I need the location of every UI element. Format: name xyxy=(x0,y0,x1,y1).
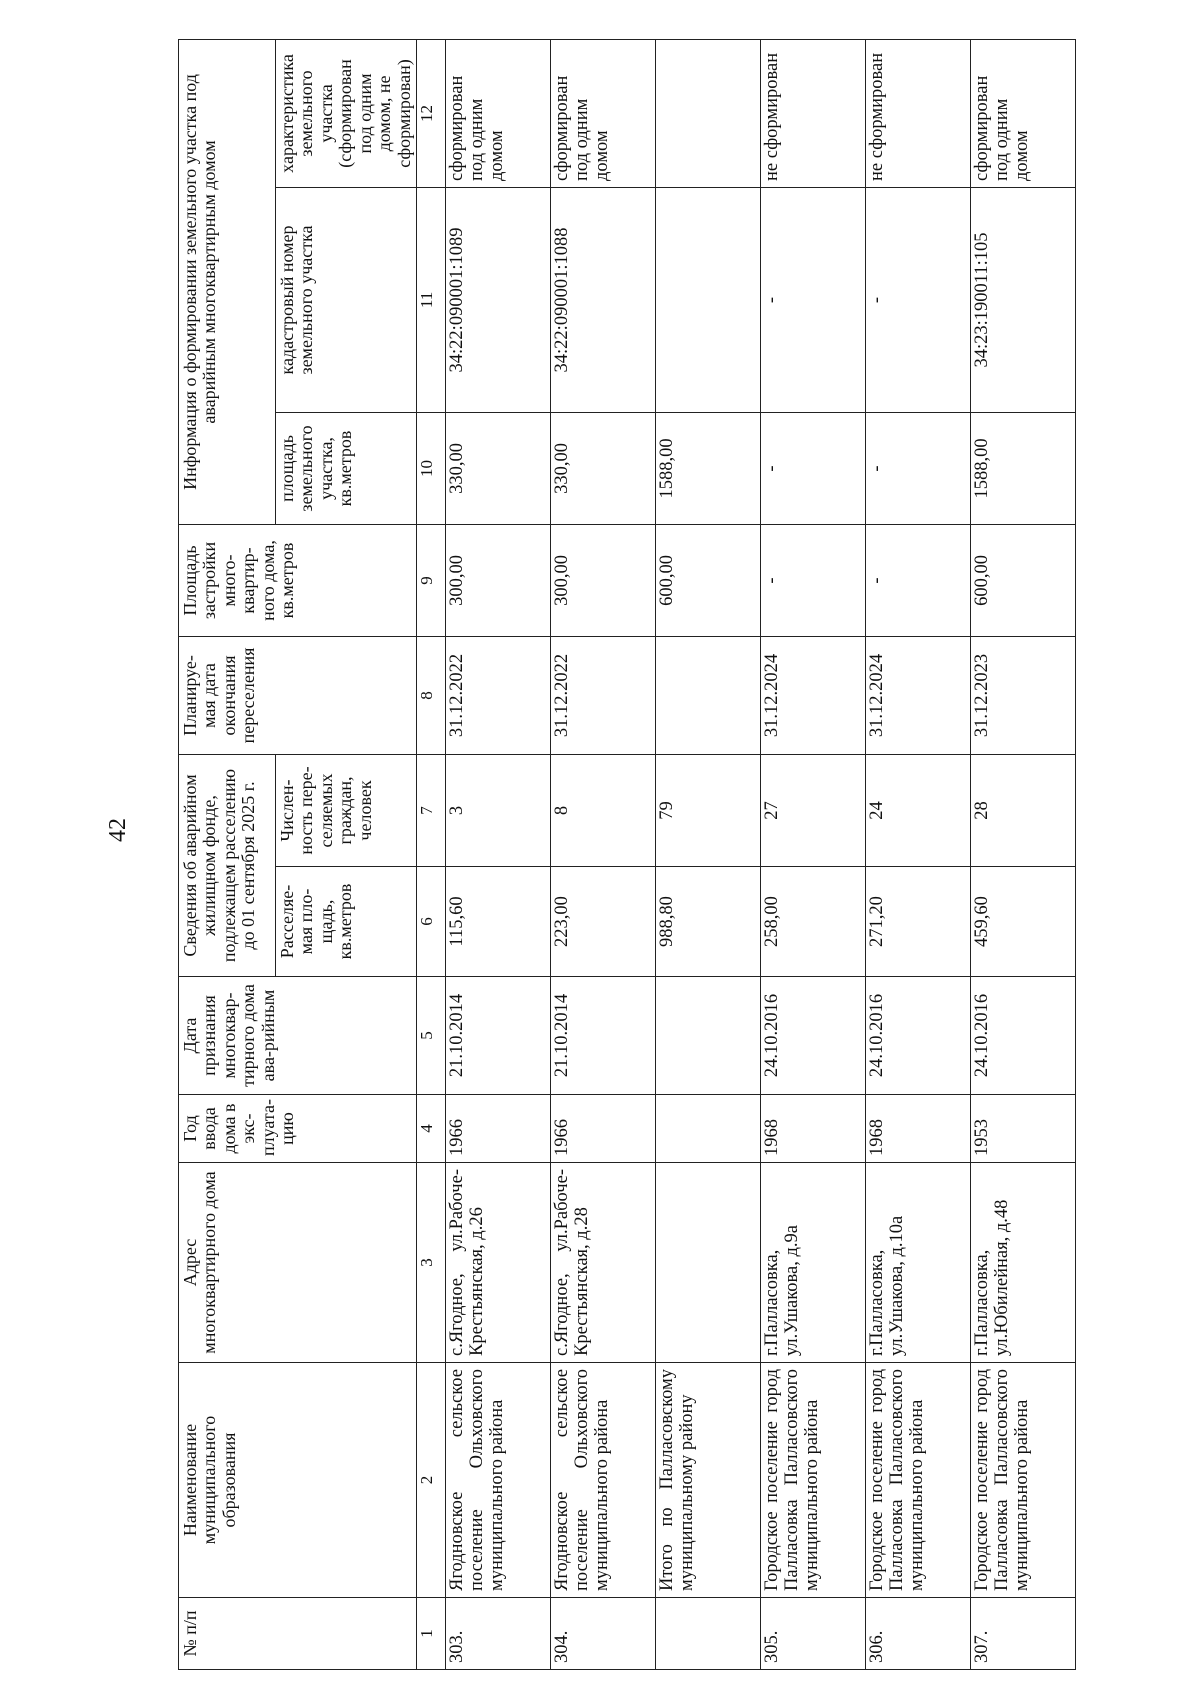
land-area: 330,00 xyxy=(446,412,551,524)
header-col-10: площадь земельного участка, кв.метров xyxy=(276,412,417,524)
cadastral-number: 34:23:190011:105 xyxy=(971,187,1076,412)
commission-year: 1966 xyxy=(446,1095,551,1163)
emergency-date: 24.10.2016 xyxy=(971,977,1076,1095)
planned-end-date: 31.12.2023 xyxy=(971,636,1076,754)
table-body xyxy=(446,39,1076,1669)
cadastral-number xyxy=(656,187,761,412)
colnum: 9 xyxy=(417,524,446,636)
resettled-area: 459,60 xyxy=(971,867,1076,977)
house-address: с.Ягодное, ул.Рабоче-Крестьянская, д.28 xyxy=(551,1163,656,1363)
municipality-name: Итого по Палласовскому муниципальному району xyxy=(656,1363,761,1598)
header-col-3: Адрес многоквартирного дома xyxy=(179,1163,417,1363)
building-area: 300,00 xyxy=(446,524,551,636)
header-col-9: Площадь застройки много-квартир-ного дома, кв.метров xyxy=(179,524,417,636)
commission-year: 1966 xyxy=(551,1095,656,1163)
land-area: 1588,00 xyxy=(971,412,1076,524)
resettled-people: 24 xyxy=(866,754,971,866)
header-group-6-7: Сведения об аварийном жилищном фонде, подлежащем расселению до 01 сентября 2025 г. xyxy=(179,754,276,976)
colnum: 4 xyxy=(417,1095,446,1163)
municipality-name: Ягодновское сельское поселение Ольховского муниципального района xyxy=(551,1363,656,1598)
land-characteristic: сформирован под одним домом xyxy=(971,39,1076,187)
colnum: 3 xyxy=(417,1163,446,1363)
resettled-people: 3 xyxy=(446,754,551,866)
colnum: 6 xyxy=(417,867,446,977)
resettled-people: 28 xyxy=(971,754,1076,866)
colnum: 5 xyxy=(417,977,446,1095)
row-number: 303. xyxy=(446,1598,551,1670)
row-number: 307. xyxy=(971,1598,1076,1670)
header-col-12: характеристика земельного участка (сформирован под одним домом, не сформирован) xyxy=(276,39,417,187)
resettled-area: 258,00 xyxy=(761,867,866,977)
land-area: 330,00 xyxy=(551,412,656,524)
table-row xyxy=(971,39,1076,1669)
land-characteristic: сформирован под одним домом xyxy=(446,39,551,187)
building-area: - xyxy=(761,524,866,636)
header-col-7: Числен-ность пере-селяемых граждан, человек xyxy=(276,754,417,866)
row-number: 304. xyxy=(551,1598,656,1670)
commission-year: 1968 xyxy=(761,1095,866,1163)
house-address: с.Ягодное, ул.Рабоче-Крестьянская, д.26 xyxy=(446,1163,551,1363)
resettled-area: 988,80 xyxy=(656,867,761,977)
house-address: г.Палласовка, ул.Юбилейная, д.48 xyxy=(971,1163,1076,1363)
land-area: - xyxy=(761,412,866,524)
colnum: 11 xyxy=(417,187,446,412)
colnum: 1 xyxy=(417,1598,446,1670)
building-area: 600,00 xyxy=(971,524,1076,636)
land-characteristic xyxy=(656,39,761,187)
house-address: г.Палласовка, ул.Ушакова, д.9а xyxy=(761,1163,866,1363)
header-col-2: Наименование муниципального образования xyxy=(179,1363,417,1598)
resettled-area: 223,00 xyxy=(551,867,656,977)
colnum: 10 xyxy=(417,412,446,524)
colnum: 7 xyxy=(417,754,446,866)
building-area: 300,00 xyxy=(551,524,656,636)
resettled-area: 115,60 xyxy=(446,867,551,977)
land-characteristic: не сформирован xyxy=(761,39,866,187)
building-area: - xyxy=(866,524,971,636)
resettled-people: 27 xyxy=(761,754,866,866)
cadastral-number: - xyxy=(761,187,866,412)
commission-year: 1968 xyxy=(866,1095,971,1163)
row-number: 305. xyxy=(761,1598,866,1670)
table-row xyxy=(761,39,866,1669)
row-number xyxy=(656,1598,761,1670)
municipality-name: Городское поселение город Палласовка Палласовского муниципального района xyxy=(971,1363,1076,1598)
land-characteristic: сформирован под одним домом xyxy=(551,39,656,187)
emergency-housing-table xyxy=(178,39,1076,1670)
planned-end-date: 31.12.2024 xyxy=(761,636,866,754)
house-address xyxy=(656,1163,761,1363)
resettled-people: 79 xyxy=(656,754,761,866)
header-col-5: Дата признания многоквар-тирного дома ава-рийным xyxy=(179,977,417,1095)
rotated-table-wrapper xyxy=(178,40,1178,1670)
planned-end-date xyxy=(656,636,761,754)
emergency-date: 24.10.2016 xyxy=(761,977,866,1095)
land-area: 1588,00 xyxy=(656,412,761,524)
table-row xyxy=(551,39,656,1669)
page-number: 42 xyxy=(105,818,131,842)
table-row-total xyxy=(656,39,761,1669)
header-col-6: Расселяе-мая пло-щадь, кв.метров xyxy=(276,867,417,977)
municipality-name: Городское поселение город Палласовка Палласовского муниципального района xyxy=(866,1363,971,1598)
land-area: - xyxy=(866,412,971,524)
header-col-8: Планируе-мая дата окончания переселения xyxy=(179,636,417,754)
commission-year: 1953 xyxy=(971,1095,1076,1163)
emergency-date: 24.10.2016 xyxy=(866,977,971,1095)
land-characteristic: не сформирован xyxy=(866,39,971,187)
house-address: г.Палласовка, ул.Ушакова, д.10а xyxy=(866,1163,971,1363)
column-number-row xyxy=(417,39,446,1669)
cadastral-number: 34:22:090001:1089 xyxy=(446,187,551,412)
planned-end-date: 31.12.2022 xyxy=(551,636,656,754)
header-col-4: Год ввода дома в экс-плуата-цию xyxy=(179,1095,417,1163)
header-col-1: № п/п xyxy=(179,1598,417,1670)
planned-end-date: 31.12.2024 xyxy=(866,636,971,754)
building-area: 600,00 xyxy=(656,524,761,636)
header-col-11: кадастровый номер земельного участка xyxy=(276,187,417,412)
emergency-date: 21.10.2014 xyxy=(551,977,656,1095)
cadastral-number: - xyxy=(866,187,971,412)
cadastral-number: 34:22:090001:1088 xyxy=(551,187,656,412)
commission-year xyxy=(656,1095,761,1163)
colnum: 2 xyxy=(417,1363,446,1598)
emergency-date xyxy=(656,977,761,1095)
resettled-people: 8 xyxy=(551,754,656,866)
table-row xyxy=(446,39,551,1669)
colnum: 12 xyxy=(417,39,446,187)
colnum: 8 xyxy=(417,636,446,754)
planned-end-date: 31.12.2022 xyxy=(446,636,551,754)
header-row-1 xyxy=(179,39,276,1669)
resettled-area: 271,20 xyxy=(866,867,971,977)
table-row xyxy=(866,39,971,1669)
emergency-date: 21.10.2014 xyxy=(446,977,551,1095)
row-number: 306. xyxy=(866,1598,971,1670)
municipality-name: Ягодновское сельское поселение Ольховского муниципального района xyxy=(446,1363,551,1598)
municipality-name: Городское поселение город Палласовка Палласовского муниципального района xyxy=(761,1363,866,1598)
header-group-10-12: Информация о формировании земельного участка под аварийным многоквартирным домом xyxy=(179,39,276,524)
